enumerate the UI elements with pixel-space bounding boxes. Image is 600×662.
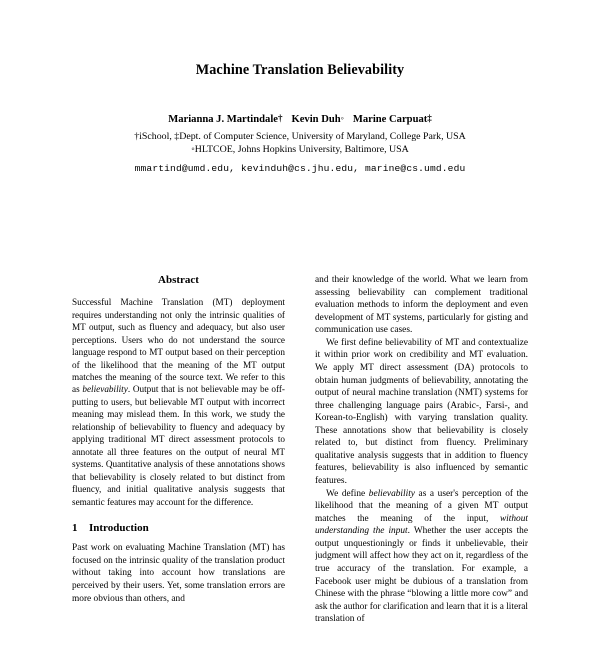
abstract-paragraph — [72, 296, 285, 508]
author-2-affiliation-marker: ◦ — [340, 113, 344, 124]
body-columns — [72, 274, 528, 662]
abstract-text-part-2: . Output that is not believable may be off-putting to users, but believable MT output with incorrect meaning may mislead them. In this work, we study the relationship of believability to fluency and adequacy by applying traditional MT direct assessment protocols to annotate all three features on the output of neural MT systems. Quantitative analysis of these annotations shows that believability is closely related to but distinct from fluency, and initial qualitative analysis suggests that semantic features may account for the difference. — [72, 384, 285, 507]
page-title: Machine Translation Believability — [195, 62, 405, 78]
right-paragraph-1: and their knowledge of the world. What we learn from assessing believability can complement traditional evaluation methods to inform the deployment and even development of MT systems, particularly for gisting and communication use cases. — [315, 275, 528, 336]
abstract-emphasis-believability: believability — [82, 384, 128, 395]
author-1-name: Marianna J. Martindale — [168, 114, 278, 126]
author-1-affiliation-marker: † — [277, 113, 283, 124]
author-2 — [291, 114, 343, 125]
abstract-heading: Abstract — [158, 274, 199, 286]
author-1 — [168, 114, 282, 125]
abstract-text-part-1: Successful Machine Translation (MT) deployment requires understanding not only the intrinsic qualities of MT output, such as fluency and adequacy, but also user perceptions. Users who do not understand the source language respond to MT output based on their perception of the likelihood that the meaning of the MT output matches the meaning of the source text. We refer to this as — [72, 297, 285, 395]
right-paragraph-2: We first define believability of MT and contextualize it within prior work on credibility and MT evaluation. We apply MT direct assessment (DA) protocols to obtain human judgments of believability, annotating the output of neural machine translation (NMT) systems for three challenging language pairs (Arabic-, Farsi-, and Korean-to-English) with varying translation quality. These annotations show that believability is closely related to, but distinct from fluency. Preliminary qualitative analysis suggests that in addition to fluency features, believability is also influenced by semantic features. — [315, 337, 528, 486]
right-p3-emphasis-without-understanding: without understanding the input — [315, 513, 528, 537]
author-emails: mmartind@umd.edu, kevinduh@cs.jhu.edu, marine@cs.umd.edu — [134, 163, 466, 175]
right-p3-part-1: We define — [326, 488, 369, 499]
author-2-name: Kevin Duh — [291, 114, 341, 126]
right-p3-emphasis-believability: believability — [368, 488, 415, 499]
left-column — [72, 274, 285, 662]
author-list — [72, 113, 528, 126]
introduction-heading-label: Introduction — [89, 522, 149, 535]
right-column — [315, 274, 528, 662]
author-3 — [353, 114, 432, 125]
author-3-affiliation-marker: ‡ — [427, 113, 432, 124]
affiliation-block — [72, 130, 528, 156]
introduction-section — [72, 522, 285, 605]
right-p3-part-2: as a user's perception of the likelihood that the meaning of a given MT output matches the meaning of the input, — [315, 488, 528, 524]
introduction-heading — [72, 522, 285, 535]
right-paragraph-3 — [315, 488, 528, 626]
affiliation-line-1: †iSchool, ‡Dept. of Computer Science, University of Maryland, College Park, USA — [134, 131, 466, 143]
affiliation-line-2: ◦HLTCOE, Johns Hopkins University, Baltimore, USA — [191, 144, 409, 156]
introduction-section-number: 1 — [72, 522, 78, 535]
paper-page — [0, 62, 600, 662]
abstract-section — [72, 274, 285, 508]
author-3-name: Marine Carpuat — [352, 114, 428, 126]
right-p3-part-3: . Whether the user accepts the output unquestioningly or finds it unbelievable, their judgment will affect how they act on it, regardless of the true accuracy of the translation. For example, a Facebook user might be dubious of a translation from Chinese with the phrase “blowing a little more cow” and ask the author for clarification and learn that it is a literal translation of — [315, 526, 528, 625]
introduction-paragraph-1: Past work on evaluating Machine Translation (MT) has focused on the intrinsic quality of the translation product without taking into account how translations are perceived by their users. Yet, some translation errors are more obvious than others, and — [72, 543, 285, 604]
